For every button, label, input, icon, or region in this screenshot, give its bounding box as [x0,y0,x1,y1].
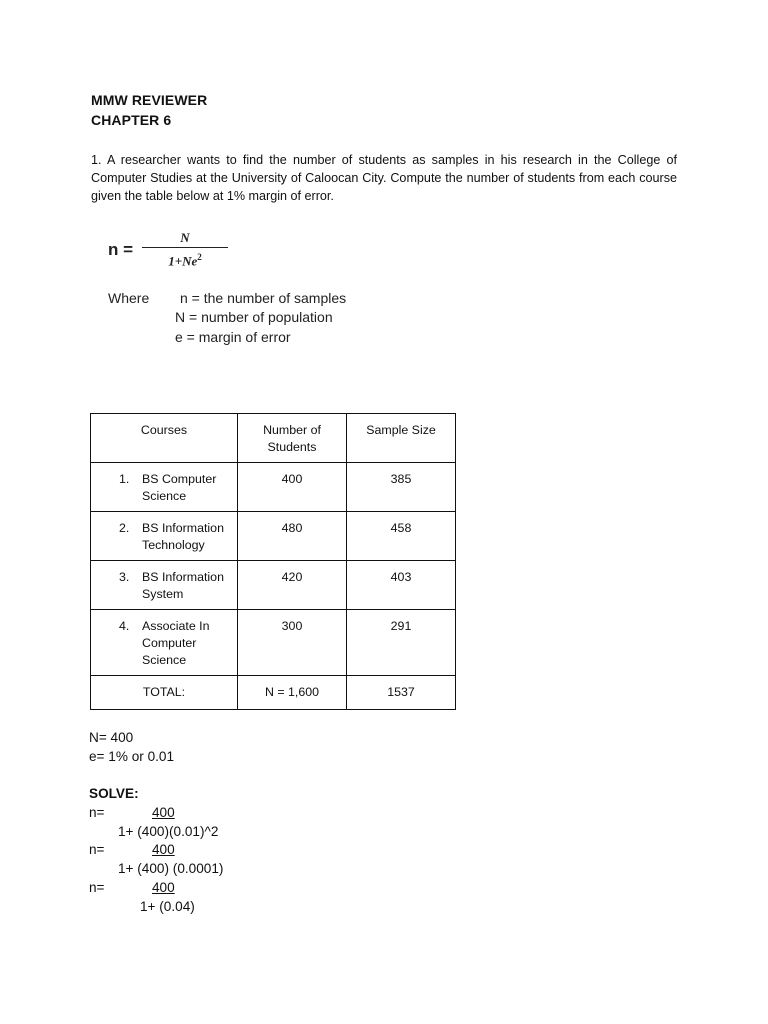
header-number-of-students [238,414,347,463]
solve-step-3-numerator: 400 [152,880,175,895]
table-row [91,610,456,676]
formula-fraction [142,230,228,269]
solve-step-3-lhs: n= [89,880,105,895]
formula-denominator [142,249,228,269]
students-cell: 400 [238,463,347,512]
row-index: 2. [119,521,130,535]
document-title: MMW REVIEWER [91,92,208,108]
solve-step-2-lhs: n= [89,842,105,857]
header-courses: Courses [91,414,238,463]
course-cell [91,512,238,561]
sample-size-formula [105,228,425,358]
sample-cell: 291 [347,610,456,676]
table-row [91,463,456,512]
table-total-row [91,676,456,710]
formula-numerator: N [180,230,190,245]
sample-cell: 385 [347,463,456,512]
row-index: 4. [119,619,130,633]
row-index: 1. [119,472,130,486]
formula-fraction-bar [142,247,228,248]
solve-step-1-numerator: 400 [152,805,175,820]
table-header-row [91,414,456,463]
chapter-heading: CHAPTER 6 [91,112,172,128]
definition-N: N = number of population [175,309,333,325]
solve-step-1-lhs: n= [89,805,105,820]
given-N: N= 400 [89,730,134,745]
formula-exponent: 2 [197,252,202,262]
header-sample-size: Sample Size [347,414,456,463]
table-row [91,561,456,610]
course-name: BS Information Technology [142,521,224,552]
where-label: Where [108,290,150,306]
table-row [91,512,456,561]
students-cell: 300 [238,610,347,676]
course-cell [91,561,238,610]
total-label: TOTAL: [91,676,238,710]
row-index: 3. [119,570,130,584]
solve-step-2-denominator: 1+ (400) (0.0001) [118,861,224,876]
course-name: Associate In Computer Science [142,619,210,667]
formula-denominator-base: 1+Ne [168,253,198,269]
given-e: e= 1% or 0.01 [89,749,175,764]
definition-n: n = the number of samples [180,290,347,306]
students-cell: 420 [238,561,347,610]
sample-size-table [90,413,456,710]
solve-label: SOLVE: [89,786,139,801]
sample-cell: 458 [347,512,456,561]
solve-step-1-denominator: 1+ (400)(0.01)^2 [118,824,219,839]
course-cell [91,463,238,512]
formula-lhs: n = [108,240,134,259]
solve-step-2-numerator: 400 [152,842,175,857]
course-cell [91,610,238,676]
course-name: BS Computer Science [142,472,217,503]
solve-step-3-denominator: 1+ (0.04) [140,899,195,914]
total-sample: 1537 [347,676,456,710]
question-text: 1. A researcher wants to find the number of students as samples in his research in the College of Computer Studies at the University of Caloocan City. Compute the number of students from each course given the table below at 1% margin of error. [91,153,677,203]
students-cell: 480 [238,512,347,561]
total-students: N = 1,600 [238,676,347,710]
course-name: BS Information System [142,570,224,601]
definition-e: e = margin of error [175,329,291,345]
sample-cell: 403 [347,561,456,610]
header-students-text: Number of Students [263,423,321,454]
